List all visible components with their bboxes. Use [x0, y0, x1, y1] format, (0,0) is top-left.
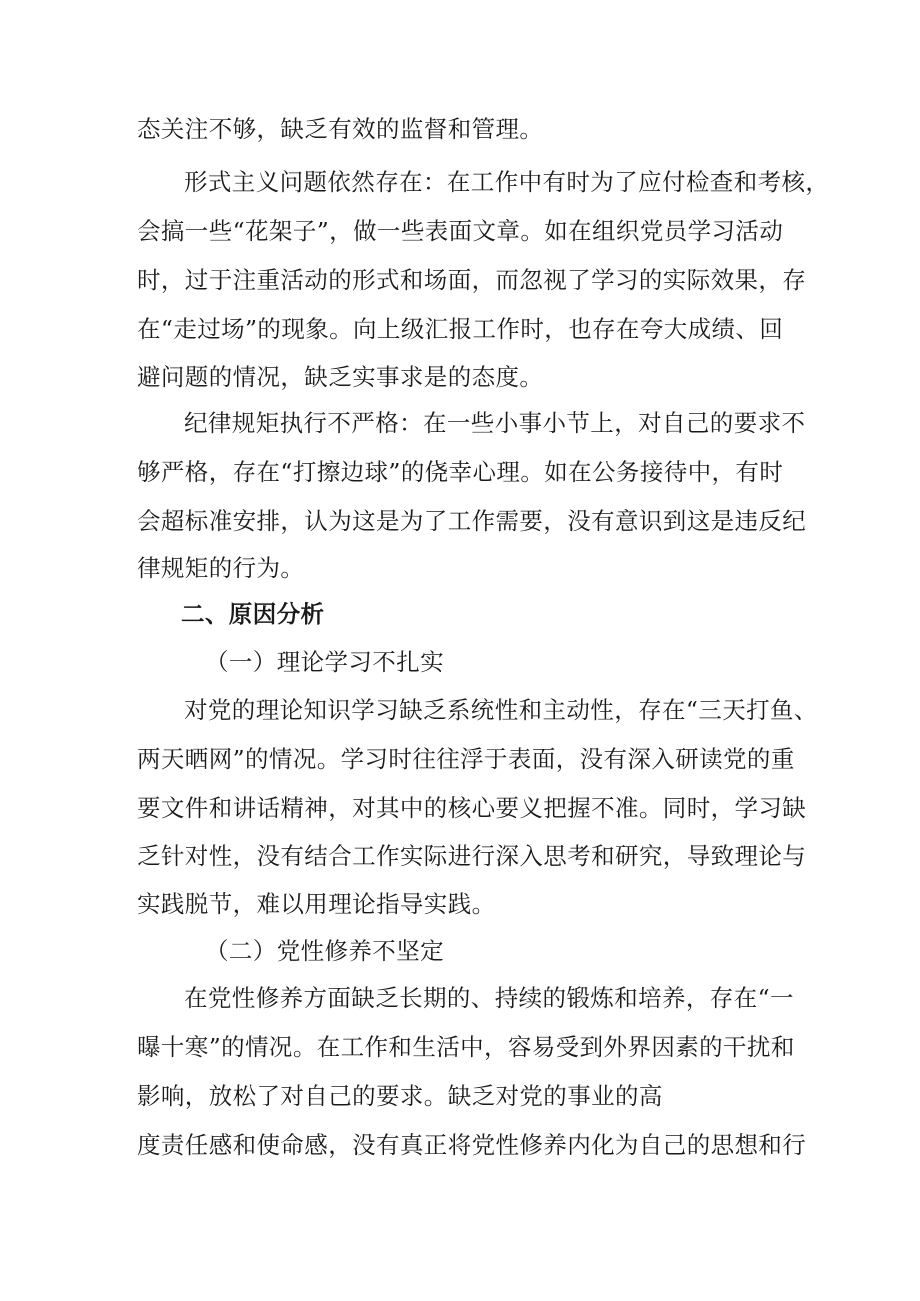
paragraph-line: 在党性修养方面缺乏长期的、持续的锻炼和培养，存在“一: [184, 984, 794, 1012]
paragraph-line: 律规矩的行为。: [137, 554, 305, 582]
paragraph-line: 两天晒网”的情况。学习时往往浮于表面，没有深入研读党的重: [137, 745, 795, 773]
paragraph-line: 纪律规矩执行不严格：在一些小事小节上，对自己的要求不: [184, 409, 806, 437]
paragraph-line: 会搞一些“花架子”，做一些表面文章。如在组织党员学习活动: [137, 217, 784, 245]
paragraph-line: 在“走过场”的现象。向上级汇报工作时，也存在夸大成绩、回: [137, 315, 784, 343]
paragraph-line: 要文件和讲话精神，对其中的核心要义把握不准。同时，学习缺: [137, 794, 807, 822]
paragraph-line: 实践脱节，难以用理论指导实践。: [137, 890, 496, 918]
paragraph-line: 形式主义问题依然存在：在工作中有时为了应付检查和考核，: [184, 168, 830, 196]
paragraph-line: 态关注不够，缺乏有效的监督和管理。: [137, 115, 544, 143]
paragraph-line: 够严格，存在“打擦边球”的侥幸心理。如在公务接待中，有时: [137, 458, 784, 486]
paragraph-line: 避问题的情况，缺乏实事求是的态度。: [137, 363, 544, 391]
paragraph-line: 会超标准安排，认为这是为了工作需要，没有意识到这是违反纪: [137, 507, 807, 535]
paragraph-line: 度责任感和使命感，没有真正将党性修养内化为自己的思想和行: [137, 1131, 807, 1159]
paragraph-line: 影响，放松了对自己的要求。缺乏对党的事业的高: [137, 1082, 663, 1110]
paragraph-line: 乏针对性，没有结合工作实际进行深入思考和研究，导致理论与: [137, 842, 807, 870]
subsection-heading: （一）理论学习不扎实: [205, 648, 444, 676]
paragraph-line: 曝十寒”的情况。在工作和生活中，容易受到外界因素的干扰和: [137, 1033, 795, 1061]
subsection-heading: （二）党性修养不坚定: [205, 937, 444, 965]
section-heading: 二、原因分析: [181, 600, 325, 628]
paragraph-line: 对党的理论知识学习缺乏系统性和主动性，存在“三天打鱼、: [184, 696, 818, 724]
paragraph-line: 时，过于注重活动的形式和场面，而忽视了学习的实际效果，存: [137, 266, 807, 294]
